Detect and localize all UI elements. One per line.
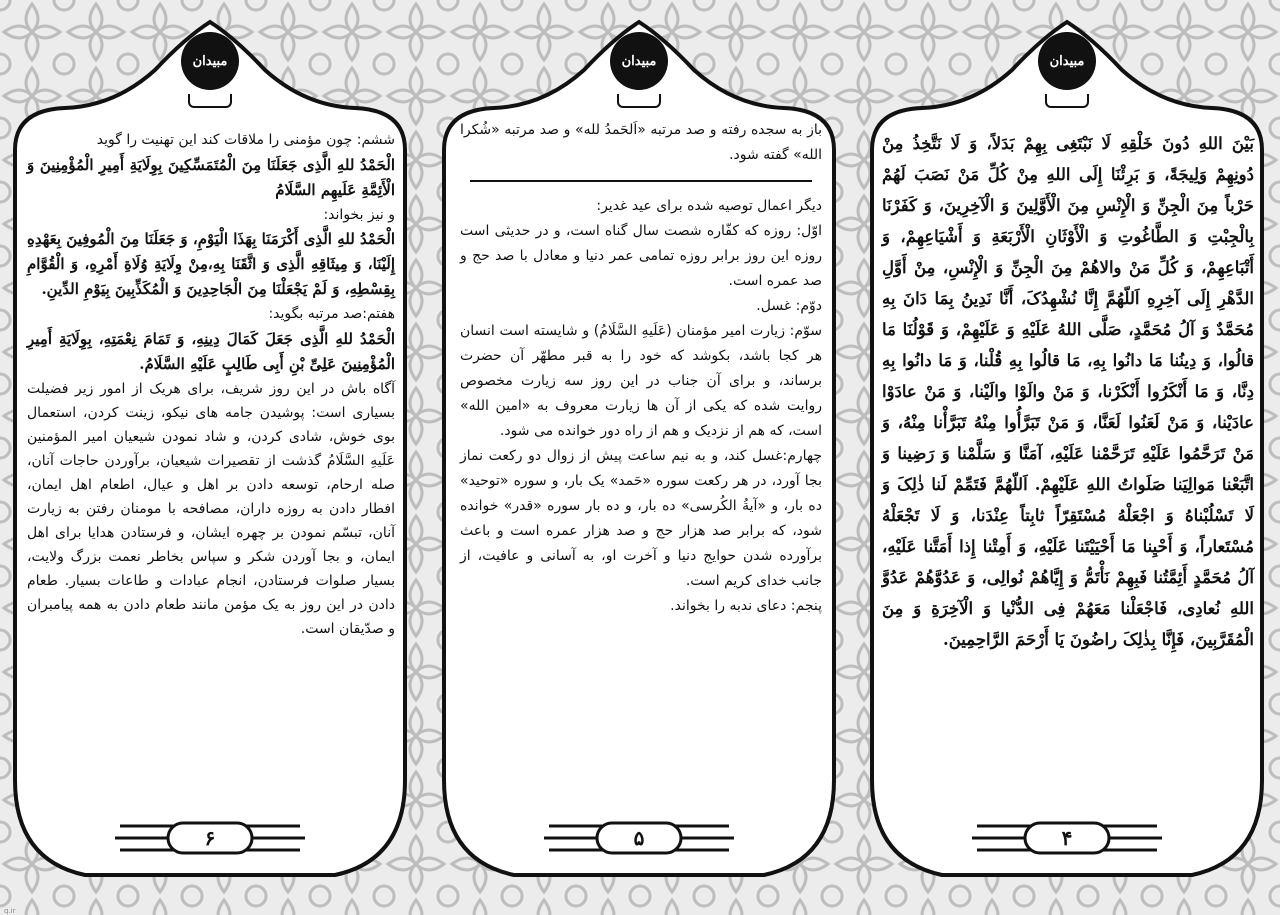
paragraph-intro: باز به سجده رفته و صد مرتبه «اَلحَمدُ لله» و صد مرتبه «شُکرا الله» گفته شود. (460, 122, 822, 163)
page-content (27, 128, 395, 641)
page-number: ۴ (1061, 826, 1073, 850)
page-content (460, 118, 822, 619)
paragraph-fifth: پنجم: دعای ندبه را بخواند. (670, 598, 822, 614)
page-number: ۵ (633, 826, 645, 850)
logo-base-ornament (617, 94, 661, 108)
arabic-prayer: الْحَمْدُ للهِ الَّذِی أَکْرَمَنَا بِهَذَا الْیَوْمِ، وَ جَعَلَنَا مِنَ الْمُوفِینَ بِعَهْدِهِ إِلَیْنَا، وَ مِیثَاقِهِ الَّذِی وَ اثَّقَنَا بِهِ،مِنْ وِلَایَةِ وُلَاةِ أَمْرِهِ، وَ الْقُوَّامِ بِقِسْطِهِ، وَ لَمْ یَجْعَلْنَا مِنَ الْجَاحِدِینَ وَ الْمُکَذِّبِینَ بِیَوْمِ الدِّینِ. (27, 230, 395, 298)
page-number-ornament (434, 820, 844, 856)
page-number: ۶ (204, 826, 216, 850)
paragraph-heading: دیگر اعمال توصیه شده برای عید غدیر: (596, 198, 822, 214)
logo-base-ornament (188, 94, 232, 108)
page-panel-6 (5, 0, 415, 915)
arabic-prayer: الْحَمْدُ للهِ الَّذِی جَعَلَ کَمَالَ دِینِهِ، وَ تَمَامَ نِعْمَتِهِ، بِوِلَایَةِ أَمِیرِ الْمُؤْمِنِینَ عَلِیِّ بْنِ أَبِی طَالِبٍ عَلَیْهِ السَّلَامُ. (27, 329, 395, 373)
arabic-prayer: الْحَمْدُ للهِ الَّذِی جَعَلَنَا مِنَ الْمُتَمَسِّکِینَ بِوِلَایَةِ أَمِیرِ الْمُؤْمِنِینَ وَ الْأَئِمَّةِ عَلَیهِم السَّلَامُ (27, 155, 395, 199)
paragraph-second: دوّم: غسل. (756, 298, 822, 314)
page-number-ornament (5, 820, 415, 856)
page-number-ornament (862, 820, 1272, 856)
paragraph-seventh: هفتم:صد مرتبه بگوید: (268, 306, 395, 322)
paragraph-fourth: چهارم:غسل کند، و به نیم ساعت پیش از زوال دو رکعت نماز بجا آورد، در هر رکعت سوره «حَمد» یک بار، و سوره «توحید» ده بار، و «آیةُ الکُرسی» ده بار، و ده بار سوره «قدر» خوانده شود، که برابر صد هزار حج و صد هزار عمره است و باعث برآورده شدن حوایج دنیا و آخرت او، به آسانی و عافیت، از جانب خدای کریم است. (460, 448, 822, 589)
logo-emblem: مبیدان (610, 32, 668, 90)
paragraph-sixth: ششم: چون مؤمنی را ملاقات کند این تهنیت را گوید (96, 132, 395, 148)
logo-emblem: مبیدان (1038, 32, 1096, 90)
arabic-prayer: بَیْنَ اللهِ دُونَ خَلْقِهِ لَا نَبْتَغِی بِهِمْ بَدَلاً، وَ لَا نَتَّخِذُ مِنْ دُونِهِمْ وَلِیجَةً، وَ بَرِئْنَا إِلَی اللهِ مِنْ کُلِّ مَنْ نَصَبَ لَهُمْ حَرْباً مِنَ الْجِنِّ وَ الْإِنْسِ مِنَ الْأَوَّلِینَ وَ الْآخِرِینَ، وَ کَفَرْنَا بِالْجِبْتِ وَ الطَّاغُوتِ وَ الْأَوْثَانِ الْأَرْبَعَةِ وَ أَشْیَاعِهِمْ، وَ أَتْبَاعِهِمْ، وَ کُلِّ مَنْ والاهُمْ مِنَ الْجِنِّ وَ الْإِنْسِ، مِنْ أَوَّلِ الدَّهْرِ إِلَی آخِرِهِ اَللّهُمَّ إِنَّا نُشْهِدُکَ، أَنَّا نَدِینُ بِمَا دَانَ بِهِ مُحَمَّدٌ وَ آلُ مُحَمَّدٍ، صَلَّی اللهُ عَلَیْهِ وَ عَلَیْهِمْ، وَ قَوْلُنَا مَا قالُوا، وَ دِینُنا مَا دانُوا بِهِ، مَا قالُوا بِهِ قُلْنا، وَ مَا دانُوا بِهِ دِنَّا، وَ مَا أَنْکَرُوا أَنْکَرْنا، وَ مَنْ والَوْا والَیْنا، وَ مَنْ عادَوْا عادَیْنا، وَ مَنْ لَعَنُوا لَعَنَّا، وَ مَنْ تَبَرَّأُوا مِنْهُ تَبَرَّأْنا مِنْهُ، وَ مَنْ تَرَحَّمُوا عَلَیْهِ تَرَحَّمْنا عَلَیْهِ، آمَنَّا وَ سَلَّمْنا وَ رَضِینا وَ اتَّبَعْنا مَوالِیَنا صَلَواتُ اللهِ عَلَیْهِمْ. اَللّهُمَّ فَتَمِّمْ لَنا ذٰلِکَ وَ لَا تَسْلُبْناهُ وَ اجْعَلْهُ مُسْتَقِرّاً ثابِتاً عِنْدَنا، وَ لَا تَجْعَلْهُ مُسْتَعاراً، وَ أَحْیِنا مَا أَحْیَیْتَنا عَلَیْهِ، وَ أَمِتْنا إِذا أَمَتَّنا عَلَیْهِ، آلُ مُحَمَّدٍ أَئِمَّتُنا فَبِهِمْ نَأْتَمُّ وَ إِیَّاهُمْ نُوالِی، وَ عَدُوَّهُمْ عَدُوَّ اللهِ نُعادِی، فَاجْعَلْنا مَعَهُمْ فِی الدُّنْیا وَ الْآخِرَةِ وَ مِنَ الْمُقَرَّبِینَ، فَإِنَّا بِذٰلِکَ راضُونَ یَا أَرْحَمَ الرَّاحِمِینَ. (882, 134, 1254, 649)
page-panel-5 (434, 0, 844, 915)
logo-emblem: مبیدان (181, 32, 239, 90)
divider-line (470, 180, 812, 182)
paragraph-third: سوّم: زیارت امیر مؤمنان (عَلَیهِ السَّلَامُ) و شایسته است انسان هر کجا باشد، بکوشد که خود را به قبر مطهّر آن حضرت برساند، و برای آن جناب در این روز سه زیارت مخصوص روایت شده که یکی از آن ها زیارت معروف به «امین الله» است، که هم از نزدیک و هم از راه دور خوانده می شود. (460, 323, 822, 439)
paragraph-also-recite: و نیز بخواند: (323, 206, 395, 223)
paragraph-first: اوّل: روزه که کفّاره شصت سال گناه است، و در حدیثی است روزه این روز برابر روزه تمامی عمر دنیا و معادل با صد حج و صد عمره است. (460, 223, 822, 289)
source-watermark: q.ir (4, 907, 16, 915)
page-panel-4 (862, 0, 1272, 915)
logo-base-ornament (1045, 94, 1089, 108)
page-content (882, 128, 1254, 655)
paragraph-virtues: آگاه باش در این روز شریف، برای هریک از امور زیر فضیلت بسیاری است: پوشیدن جامه های نیکو، زینت کردن، استعمال بوی خوش، شادی کردن، و شاد نمودن شیعیان امیر المؤمنین عَلَیهِ السَّلَامُ گذشت از تقصیرات شیعیان، برآوردن حاجات آنان، صله ارحام، توسعه دادن بر اهل و عیال، اطعام اهل ایمان، افطار دادن به روزه داران، مصافحه با مومنان رفتن به زیارت آنان، تبسّم نمودن بر چهره ایشان، و فرستادن هدایا برای اهل ایمان، و بجا آوردن شکر و سپاس بخاطر نعمت بزرگ ولایت، بسیار صلوات فرستادن، انجام عبادات و طاعات بسیار. طعام دادن در این روز به یک مؤمن مانند طعام دادن به همه پیامبران و صدّیقان است. (27, 380, 395, 637)
